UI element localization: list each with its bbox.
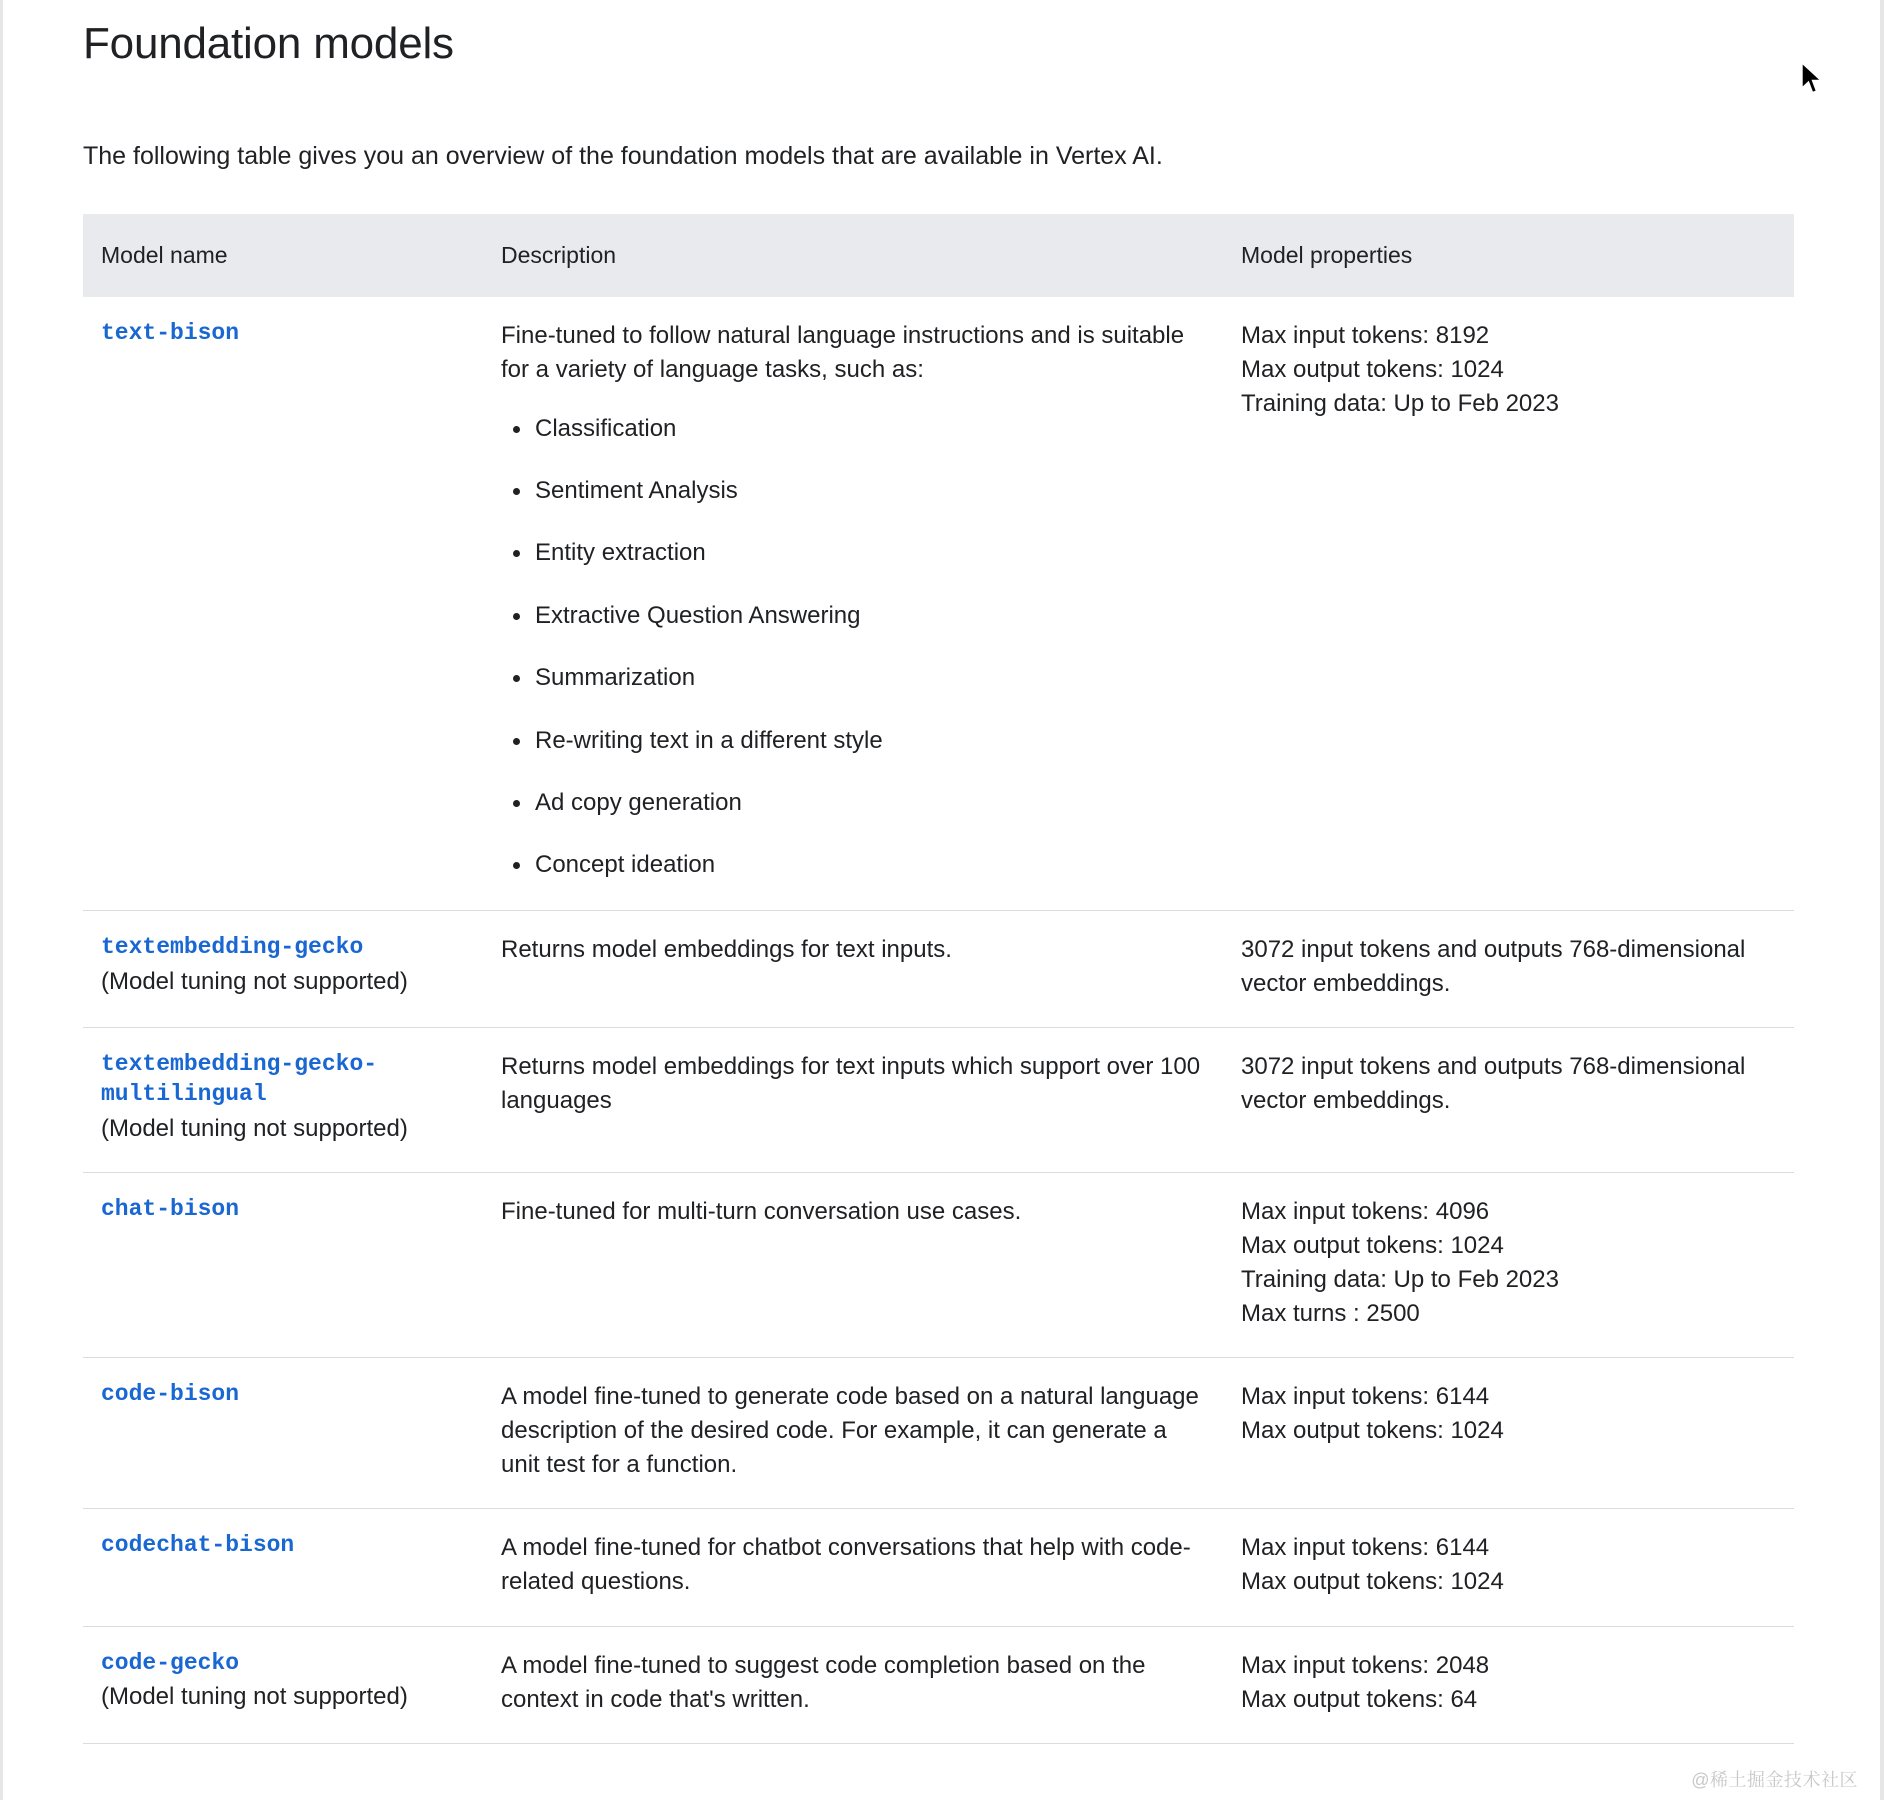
description-bullet-item: Extractive Question Answering [535, 600, 1205, 632]
description-bullet-item: Ad copy generation [535, 787, 1205, 819]
description-bullet-item: Re-writing text in a different style [535, 725, 1205, 757]
model-name-link[interactable]: textembedding-gecko [101, 933, 364, 960]
description-text: Returns model embeddings for text inputs. [501, 935, 952, 963]
cell-description [483, 1509, 1223, 1626]
description-bullet-item: Summarization [535, 662, 1205, 694]
table-row [83, 1626, 1794, 1743]
model-property-line: Max output tokens: 1024 [1241, 1231, 1504, 1259]
model-name-link[interactable]: code-gecko [101, 1649, 240, 1676]
table-row [83, 1509, 1794, 1626]
model-property-line: Max output tokens: 1024 [1241, 1568, 1504, 1596]
table-row [83, 297, 1794, 911]
description-bullet-item: Entity extraction [535, 537, 1205, 569]
model-name-link[interactable]: codechat-bison [101, 1532, 295, 1559]
description-text: A model fine-tuned to generate code based on a natural language description of the desired code. For example, it can generate a unit test for a function. [501, 1383, 1199, 1479]
model-tuning-note: (Model tuning not supported) [101, 967, 408, 995]
foundation-models-table [83, 214, 1794, 1744]
table-row [83, 1172, 1794, 1357]
model-property-line: Training data: Up to Feb 2023 [1241, 389, 1559, 417]
model-property-line: Max turns : 2500 [1241, 1300, 1420, 1328]
model-property-line: Max input tokens: 6144 [1241, 1534, 1490, 1562]
model-property-line: 3072 input tokens and outputs 768-dimensional vector embeddings. [1241, 935, 1746, 997]
cell-description [483, 910, 1223, 1027]
description-text: Returns model embeddings for text inputs which support over 100 languages [501, 1052, 1201, 1115]
cell-description [483, 1172, 1223, 1357]
table-row [83, 1027, 1794, 1172]
table-row [83, 910, 1794, 1027]
cell-model-name [83, 1358, 483, 1509]
model-property-line: 3072 input tokens and outputs 768-dimensional vector embeddings. [1241, 1052, 1746, 1115]
column-header-model-name: Model name [83, 214, 483, 297]
description-bullet-item: Concept ideation [535, 849, 1205, 881]
cell-model-properties [1223, 1172, 1794, 1357]
cell-description [483, 1358, 1223, 1509]
cell-model-properties [1223, 297, 1794, 911]
cell-model-properties [1223, 1027, 1794, 1172]
table-header [83, 214, 1794, 297]
model-tuning-note: (Model tuning not supported) [101, 1683, 408, 1711]
description-bullet-item: Classification [535, 413, 1205, 445]
column-header-model-properties: Model properties [1223, 214, 1794, 297]
model-property-line: Max input tokens: 6144 [1241, 1383, 1490, 1411]
description-text: A model fine-tuned for chatbot conversations that help with code-related questions. [501, 1534, 1191, 1596]
page-title: Foundation models [83, 19, 454, 68]
table-row [83, 1358, 1794, 1509]
content-container [3, 0, 1880, 1744]
cell-model-name [83, 1172, 483, 1357]
model-tuning-note: (Model tuning not supported) [101, 1114, 408, 1142]
document-page [3, 0, 1880, 1800]
description-bullet-item: Sentiment Analysis [535, 475, 1205, 507]
cell-model-properties [1223, 910, 1794, 1027]
model-property-line: Max output tokens: 1024 [1241, 1417, 1504, 1445]
model-property-line: Max input tokens: 8192 [1241, 321, 1490, 349]
table-header-row [83, 214, 1794, 297]
model-property-line: Max output tokens: 1024 [1241, 355, 1504, 383]
cell-description [483, 1027, 1223, 1172]
cell-model-name [83, 910, 483, 1027]
column-header-description: Description [483, 214, 1223, 297]
cell-description [483, 1626, 1223, 1743]
cell-model-name [83, 297, 483, 911]
cell-description [483, 297, 1223, 911]
model-name-link[interactable]: text-bison [101, 319, 240, 346]
window-right-edge [1880, 0, 1884, 1800]
model-property-line: Training data: Up to Feb 2023 [1241, 1266, 1559, 1293]
model-name-link[interactable]: code-bison [101, 1381, 240, 1408]
model-name-link[interactable]: textembedding-gecko-multilingual [101, 1050, 378, 1107]
cell-model-properties [1223, 1358, 1794, 1509]
watermark: @稀土掘金技术社区 [1691, 1770, 1858, 1790]
table-body [83, 297, 1794, 1744]
model-name-link[interactable]: chat-bison [101, 1195, 240, 1222]
model-property-line: Max input tokens: 4096 [1241, 1197, 1490, 1225]
intro-paragraph: The following table gives you an overview of the foundation models that are available in Vertex AI. [83, 141, 1163, 170]
description-text: A model fine-tuned to suggest code completion based on the context in code that's written. [501, 1651, 1146, 1713]
model-property-line: Max output tokens: 64 [1241, 1685, 1478, 1713]
cell-model-name [83, 1509, 483, 1626]
model-property-line: Max input tokens: 2048 [1241, 1651, 1490, 1679]
cell-model-name [83, 1027, 483, 1172]
description-text: Fine-tuned to follow natural language instructions and is suitable for a variety of language tasks, such as: [501, 321, 1185, 383]
description-text: Fine-tuned for multi-turn conversation use cases. [501, 1197, 1022, 1225]
description-bullet-list [501, 413, 1205, 882]
cell-model-properties [1223, 1626, 1794, 1743]
cell-model-properties [1223, 1509, 1794, 1626]
cell-model-name [83, 1626, 483, 1743]
